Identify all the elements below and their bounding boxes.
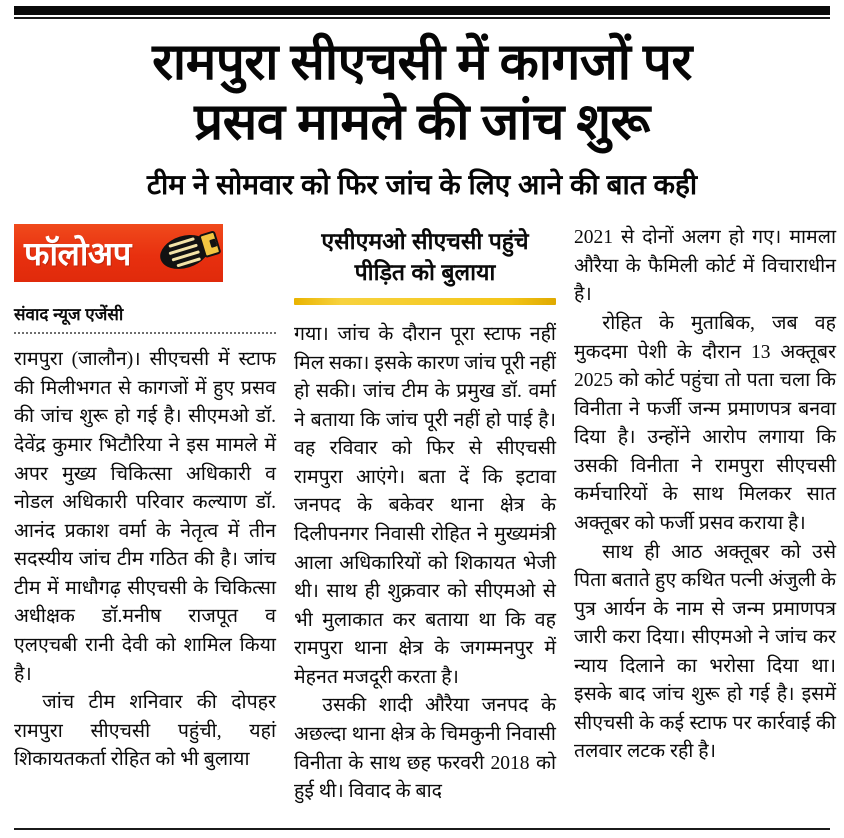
paragraph: रोहित के मुताबिक, जब वह मुकदमा पेशी के दौरान 13 अक्तूबर 2025 को कोर्ट पहुंचा तो पता चला कि विनीता ने फर्जी जन्म प्रमाणपत्र बनवा दिया है। उन्होंने आरोप लगाया कि उसकी विनीता ने रामपुरा सीएचसी कर्मचारियों के साथ मिलकर सात अक्तूबर को फर्जी प्रसव कराया है। (574, 313, 836, 534)
byline: संवाद न्यूज एजेंसी (14, 305, 124, 325)
followup-badge (14, 224, 223, 282)
top-border-rule (14, 6, 830, 15)
headline-line-1: रामपुरा सीएचसी में कागजों पर (152, 35, 692, 91)
paragraph: रामपुरा (जालौन)। सीएचसी में स्टाफ की मिलीभगत से कागजों में हुए प्रसव की जांच शुरू हो गई है। सीएमओ डॉ. देवेंद्र कुमार भिटौरिया ने इस मामले में अपर मुख्य चिकित्सा अधिकारी व नोडल अधिकारी परिवार कल्याण डॉ. आनंद प्रकाश वर्मा के नेतृत्व में तीन सदस्यीय जांच टीम गठित की है। जांच टीम में माधौगढ़ सीएचसी के चिकित्सा अधीक्षक डॉ.मनीष राजपूत व एलएचबी रानी देवी को शामिल किया है। (14, 349, 276, 685)
article-column-2 (294, 224, 556, 803)
column-subhead (294, 224, 556, 287)
column-subhead-line-2: पीड़ित को बुलाया (354, 258, 496, 285)
headline-line-2: प्रसव मामले की जांच शुरू (194, 95, 650, 152)
paragraph: साथ ही आठ अक्तूबर को उसे पिता बताते हुए कथित पत्नी अंजुली के पुत्र आर्यन के नाम से जन्म प्रमाणपत्र जारी करा दिया। सीएमओ ने जांच कर न्याय दिलाने का भरोसा दिया था। इसके बाद जांच शुरू हो गई है। इसमें सीएचसी के कई स्टाफ पर कार्रवाई की तलवार लटक रही है। (574, 541, 836, 763)
bottom-border-rule (14, 828, 830, 830)
paragraph: 2021 से दोनों अलग हो गए। मामला औरैया के फैमिली कोर्ट में विचाराधीन है। (574, 227, 836, 306)
paragraph: गया। जांच के दौरान पूरा स्टाफ नहीं मिल सका। इसके कारण जांच पूरी नहीं हो सकी। जांच टीम के प्रमुख डॉ. वर्मा ने बताया कि जांच पूरी नहीं हो पाई है। वह रविवार को फिर से सीएचसी रामपुरा आएंगे। बता दें कि इटावा जनपद के बकेवर थाना क्षेत्र के दिलीपनगर निवासी रोहित ने मुख्यमंत्री आला अधिकारियों को शिकायत भेजी थी। साथ ही शुक्रवार को सीएमओ से भी मुलाकात कर बताया था कि वह रामपुरा थाना क्षेत्र के जगम्मनपुर में मेहनत मजदूरी करता है। (294, 324, 556, 688)
article-column-2-body (294, 321, 556, 807)
torch-flashlight-icon (155, 226, 221, 280)
paragraph: उसकी शादी औरैया जनपद के अछल्दा थाना क्षेत्र के चिमकुनी निवासी विनीता के साथ छह फरवरी 2018 को हुई थी। विवाद के बाद (294, 695, 556, 803)
article-column-3-body (574, 224, 836, 767)
article-column-1-body (14, 346, 276, 774)
column-subhead-line-1: एसीएमओ सीएचसी पहुंचे (321, 228, 529, 255)
followup-badge-label: फॉलोअप (24, 234, 131, 272)
article-column-3 (574, 224, 836, 772)
paragraph: जांच टीम शनिवार की दोपहर रामपुरा सीएचसी पहुंची, यहां शिकायतकर्ता रोहित को भी बुलाया (14, 692, 276, 771)
newspaper-clipping-page (0, 6, 844, 838)
headline-block (14, 19, 830, 202)
article-columns (14, 224, 836, 803)
article-subheading: टीम ने सोमवार को फिर जांच के लिए आने की बात कही (146, 169, 698, 201)
article-column-1 (14, 224, 276, 772)
gold-divider-bar (294, 298, 556, 305)
